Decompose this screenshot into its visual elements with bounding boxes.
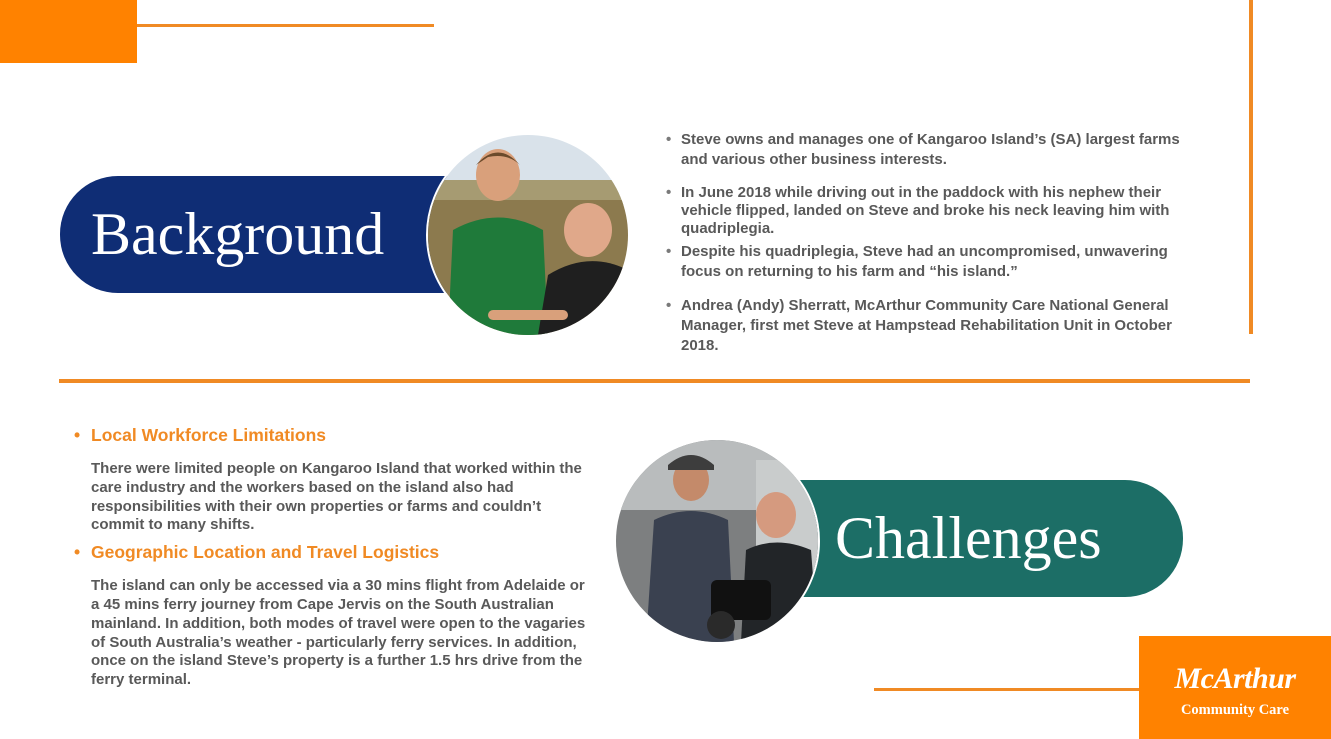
challenge-body-location: The island can only be accessed via a 30 mins flight from Adelaide or a 45 mins ferry journey from Cape Jervis on the South Australian mainland. In addition, both modes of travel were open to the vagaries of South Australia’s weather - particularly ferry services. In addition, once on the island Steve’s property is a further 1.5 hrs drive from the ferry terminal.	[91, 577, 586, 689]
challenge-heading-workforce: • Local Workforce Limitations	[74, 424, 594, 446]
shed-photo-illustration	[616, 440, 818, 642]
challenges-title-pill	[770, 480, 1183, 597]
challenge-heading-location: • Geographic Location and Travel Logistics	[74, 541, 594, 563]
mcarthur-logo	[1139, 636, 1331, 739]
challenges-photo	[614, 438, 820, 644]
background-bullet-3: • Despite his quadriplegia, Steve had an uncompromised, unwavering focus on returning to his farm and “his island.”	[666, 242, 1186, 282]
background-bullet-4: • Andrea (Andy) Sherratt, McArthur Community Care National General Manager, first met Steve at Hampstead Rehabilitation Unit in October 2018.	[666, 296, 1186, 356]
background-bullet-1: • Steve owns and manages one of Kangaroo Island’s (SA) largest farms and various other business interests.	[666, 130, 1186, 170]
challenge-body-workforce: There were limited people on Kangaroo Island that worked within the care industry and the workers based on the island also had responsibilities with their own properties or farms and couldn’t commit to many shifts.	[91, 460, 582, 534]
background-title: Background	[91, 201, 385, 267]
corner-accent-block	[0, 0, 137, 63]
top-accent-line	[137, 24, 434, 27]
background-bullet-list	[666, 130, 1186, 356]
logo-tagline: Community Care	[1180, 702, 1290, 718]
section-divider	[59, 379, 1250, 383]
bottom-accent-line	[874, 688, 1140, 691]
background-photo	[426, 133, 630, 337]
logo-name: McArthur	[1174, 662, 1296, 695]
right-accent-line	[1249, 0, 1253, 334]
background-title-pill	[60, 176, 480, 293]
challenges-title: Challenges	[835, 505, 1102, 571]
challenges-text	[74, 424, 594, 696]
background-bullet-2: • In June 2018 while driving out in the paddock with his nephew their vehicle flipped, landed on Steve and broke his neck leaving him with quadriplegia.	[666, 184, 1186, 238]
farmers-photo-illustration	[428, 135, 628, 335]
